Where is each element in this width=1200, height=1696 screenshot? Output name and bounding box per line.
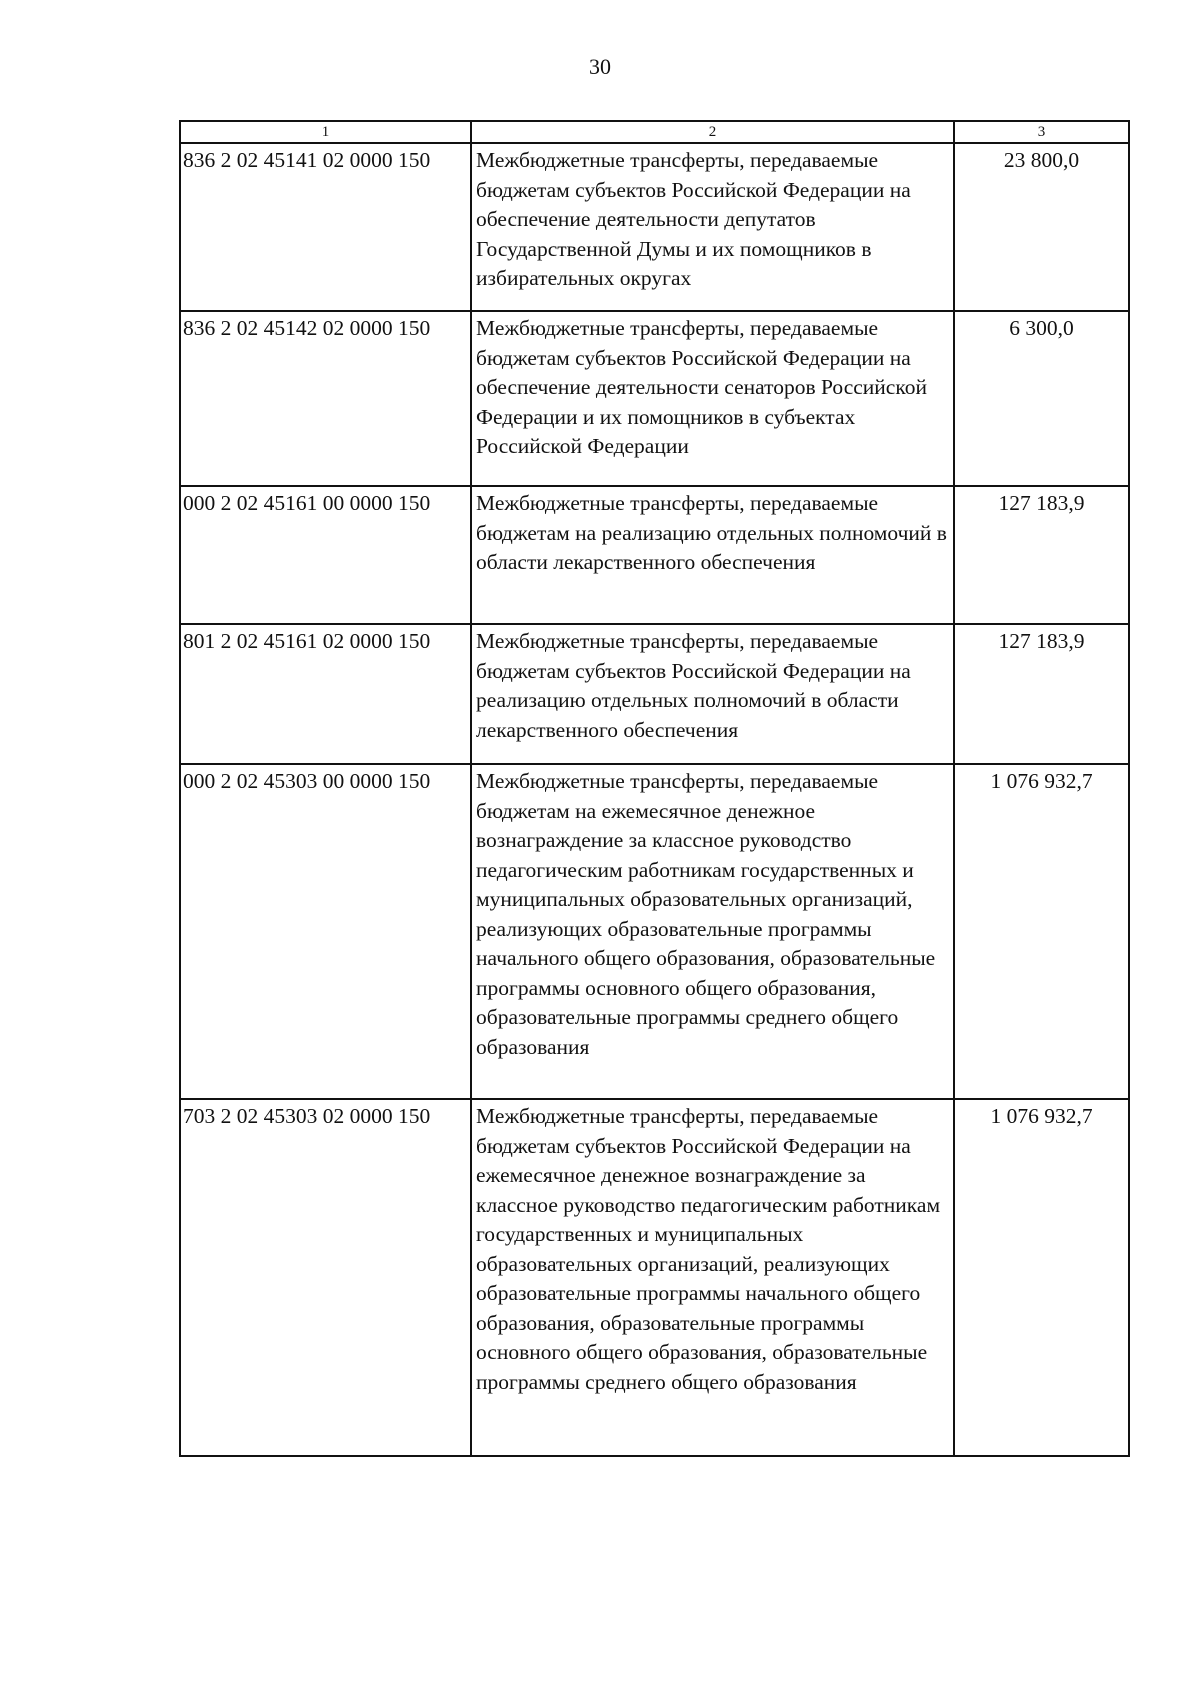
table-row <box>180 311 1129 486</box>
revenue-description: Межбюджетные трансферты, передаваемые бюджетам на ежемесячное денежное вознаграждение за классное руководство педагогическим работникам государственных и муниципальных образовательных организаций, реализующих образовательные программы начального общего образования, образовательные программы основного общего образования, образовательные программы среднего общего образования <box>471 764 954 1099</box>
revenue-description: Межбюджетные трансферты, передаваемые бюджетам на реализацию отдельных полномочий в области лекарственного обеспечения <box>471 486 954 624</box>
classification-code: 000 2 02 45303 00 0000 150 <box>180 764 471 1099</box>
revenue-description: Межбюджетные трансферты, передаваемые бюджетам субъектов Российской Федерации на ежемесячное денежное вознаграждение за классное руководство педагогическим работникам государственных и муниципальных образовательных организаций, реализующих образовательные программы начального общего образования, образовательные программы основного общего образования, образовательные программы среднего общего образования <box>471 1099 954 1456</box>
page-number: 30 <box>589 54 611 79</box>
column-header-amount: 3 <box>954 121 1129 143</box>
revenue-description: Межбюджетные трансферты, передаваемые бюджетам субъектов Российской Федерации на обеспечение деятельности депутатов Государственной Думы и их помощников в избирательных округах <box>471 143 954 311</box>
revenue-description: Межбюджетные трансферты, передаваемые бюджетам субъектов Российской Федерации на реализацию отдельных полномочий в области лекарственного обеспечения <box>471 624 954 764</box>
table-row <box>180 143 1129 311</box>
amount-value: 1 076 932,7 <box>954 764 1129 1099</box>
table-row <box>180 764 1129 1099</box>
amount-value: 127 183,9 <box>954 624 1129 764</box>
column-header-description: 2 <box>471 121 954 143</box>
amount-value: 127 183,9 <box>954 486 1129 624</box>
revenue-description: Межбюджетные трансферты, передаваемые бюджетам субъектов Российской Федерации на обеспечение деятельности сенаторов Российской Федерации и их помощников в субъектах Российской Федерации <box>471 311 954 486</box>
classification-code: 000 2 02 45161 00 0000 150 <box>180 486 471 624</box>
header-row <box>180 121 1129 143</box>
budget-table <box>179 120 1130 1457</box>
classification-code: 703 2 02 45303 02 0000 150 <box>180 1099 471 1456</box>
table-row <box>180 1099 1129 1456</box>
classification-code: 836 2 02 45142 02 0000 150 <box>180 311 471 486</box>
amount-value: 1 076 932,7 <box>954 1099 1129 1456</box>
table-row <box>180 486 1129 624</box>
amount-value: 23 800,0 <box>954 143 1129 311</box>
classification-code: 836 2 02 45141 02 0000 150 <box>180 143 471 311</box>
amount-value: 6 300,0 <box>954 311 1129 486</box>
column-header-code: 1 <box>180 121 471 143</box>
classification-code: 801 2 02 45161 02 0000 150 <box>180 624 471 764</box>
table-row <box>180 624 1129 764</box>
